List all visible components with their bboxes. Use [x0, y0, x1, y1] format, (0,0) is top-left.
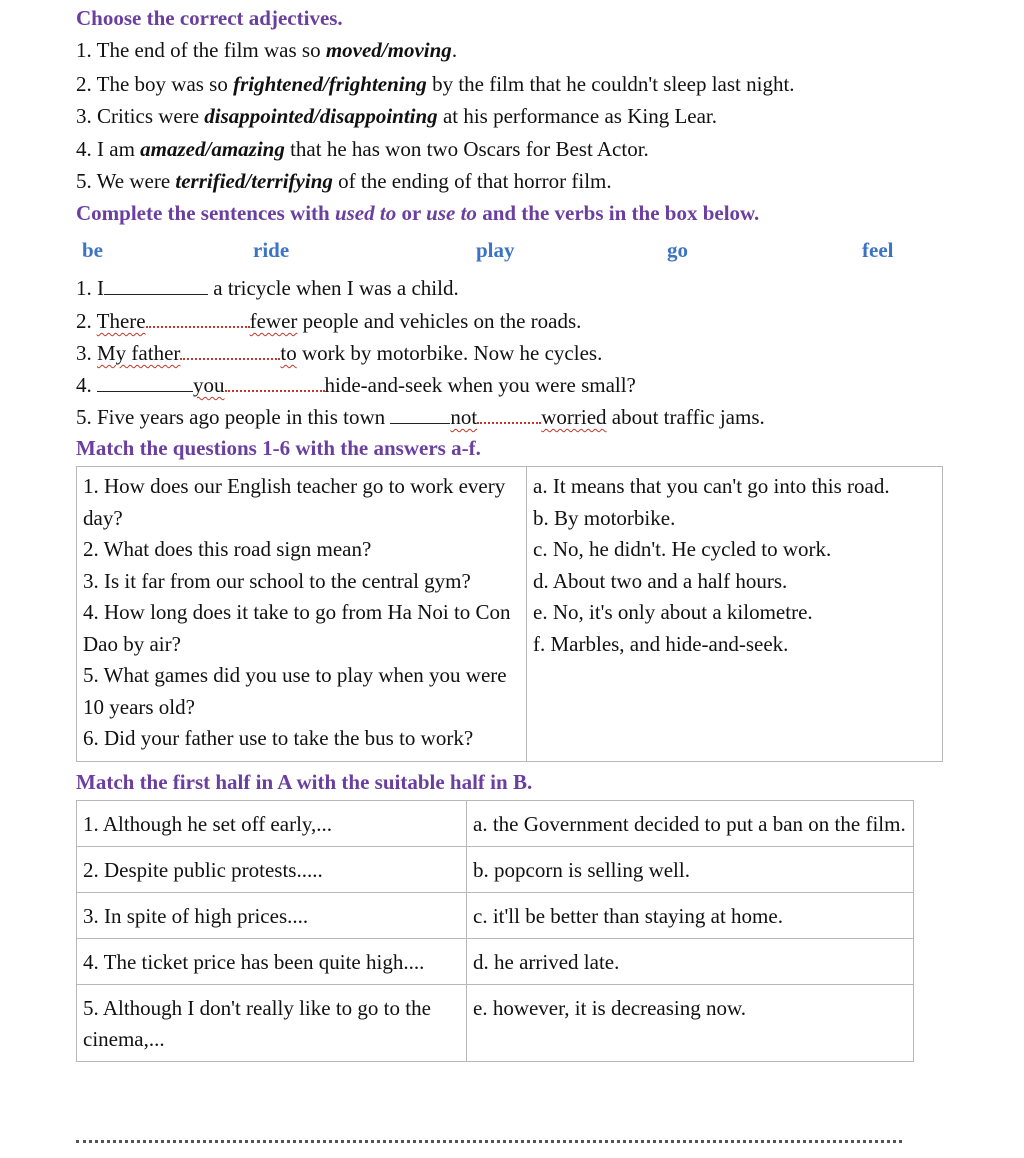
match-table-questions	[76, 466, 943, 762]
question-item: 2. What does this road sign mean?	[83, 537, 372, 561]
section3-title: Match the questions 1-6 with the answers a-f.	[76, 436, 481, 460]
s1-item-4: 4. I am amazed/amazing that he has won two Oscars for Best Actor.	[76, 137, 649, 161]
half-a-cell: 3. In spite of high prices....	[77, 893, 467, 939]
s1-item-3: 3. Critics were disappointed/disappointing at his performance as King Lear.	[76, 104, 717, 128]
answer-item: b. By motorbike.	[533, 505, 676, 530]
table-row	[77, 893, 914, 939]
table-row	[77, 801, 914, 847]
match-table-halves	[76, 800, 914, 1062]
answer-item: d. About two and a half hours.	[533, 568, 788, 593]
s1-item-2: 2. The boy was so frightened/frightening by the film that he couldn't sleep last night.	[76, 72, 795, 96]
question-item: 3. Is it far from our school to the central gym?	[83, 568, 471, 593]
answer-item: c. No, he didn't. He cycled to work.	[533, 537, 832, 561]
s2-item-1: 1. I a tricycle when I was a child.	[76, 276, 459, 300]
answer-blank[interactable]	[390, 405, 450, 424]
section2-title: Complete the sentences with used to or use to and the verbs in the box below.	[76, 201, 760, 225]
question-item: 6. Did your father use to take the bus to work?	[83, 726, 474, 750]
half-a-cell: 1. Although he set off early,...	[77, 801, 467, 847]
word-box-item: be	[82, 238, 103, 262]
s1-item-1: 1. The end of the film was so moved/moving.	[76, 38, 458, 62]
word-box-item: ride	[253, 238, 290, 262]
s2-item-4: 4. you hide-and-seek when you were small?	[76, 373, 636, 397]
section1-title: Choose the correct adjectives.	[76, 6, 343, 30]
answer-item: a. It means that you can't go into this road.	[533, 474, 890, 498]
word-box-item: play	[476, 238, 515, 262]
question-item: 1. How does our English teacher go to work every day?	[83, 474, 506, 530]
s2-item-2: 2. There fewer people and vehicles on the roads.	[76, 309, 582, 333]
half-b-cell: b. popcorn is selling well.	[467, 847, 914, 893]
answer-blank[interactable]	[146, 308, 250, 328]
half-b-cell: e. however, it is decreasing now.	[467, 985, 914, 1062]
answer-item: f. Marbles, and hide-and-seek.	[533, 631, 789, 656]
s1-item-5: 5. We were terrified/terrifying of the ending of that horror film.	[76, 169, 612, 193]
answer-blank[interactable]	[97, 373, 193, 392]
half-a-cell: 4. The ticket price has been quite high....	[77, 939, 467, 985]
half-b-cell: d. he arrived late.	[467, 939, 914, 985]
dotted-separator	[76, 1140, 902, 1143]
table-row	[77, 847, 914, 893]
answer-blank[interactable]	[225, 372, 325, 392]
table-row	[77, 985, 914, 1062]
answer-blank[interactable]	[180, 340, 280, 360]
s2-item-3: 3. My father to work by motorbike. Now he cycles.	[76, 341, 603, 365]
question-item: 4. How long does it take to go from Ha Noi to Con Dao by air?	[83, 600, 511, 656]
half-b-cell: a. the Government decided to put a ban on the film.	[467, 801, 914, 847]
section4-title: Match the first half in A with the suitable half in B.	[76, 770, 533, 794]
table-row	[77, 939, 914, 985]
question-item: 5. What games did you use to play when you were 10 years old?	[83, 663, 507, 719]
half-a-cell: 2. Despite public protests.....	[77, 847, 467, 893]
s2-item-5: 5. Five years ago people in this town not worried about traffic jams.	[76, 405, 765, 429]
answers-cell	[527, 467, 943, 762]
half-b-cell: c. it'll be better than staying at home.	[467, 893, 914, 939]
answer-blank[interactable]	[104, 276, 208, 295]
questions-cell	[77, 467, 527, 762]
half-a-cell: 5. Although I don't really like to go to the cinema,...	[77, 985, 467, 1062]
answer-blank[interactable]	[477, 404, 541, 424]
word-box-item: go	[667, 238, 688, 262]
answer-item: e. No, it's only about a kilometre.	[533, 600, 813, 624]
word-box-item: feel	[862, 238, 894, 262]
